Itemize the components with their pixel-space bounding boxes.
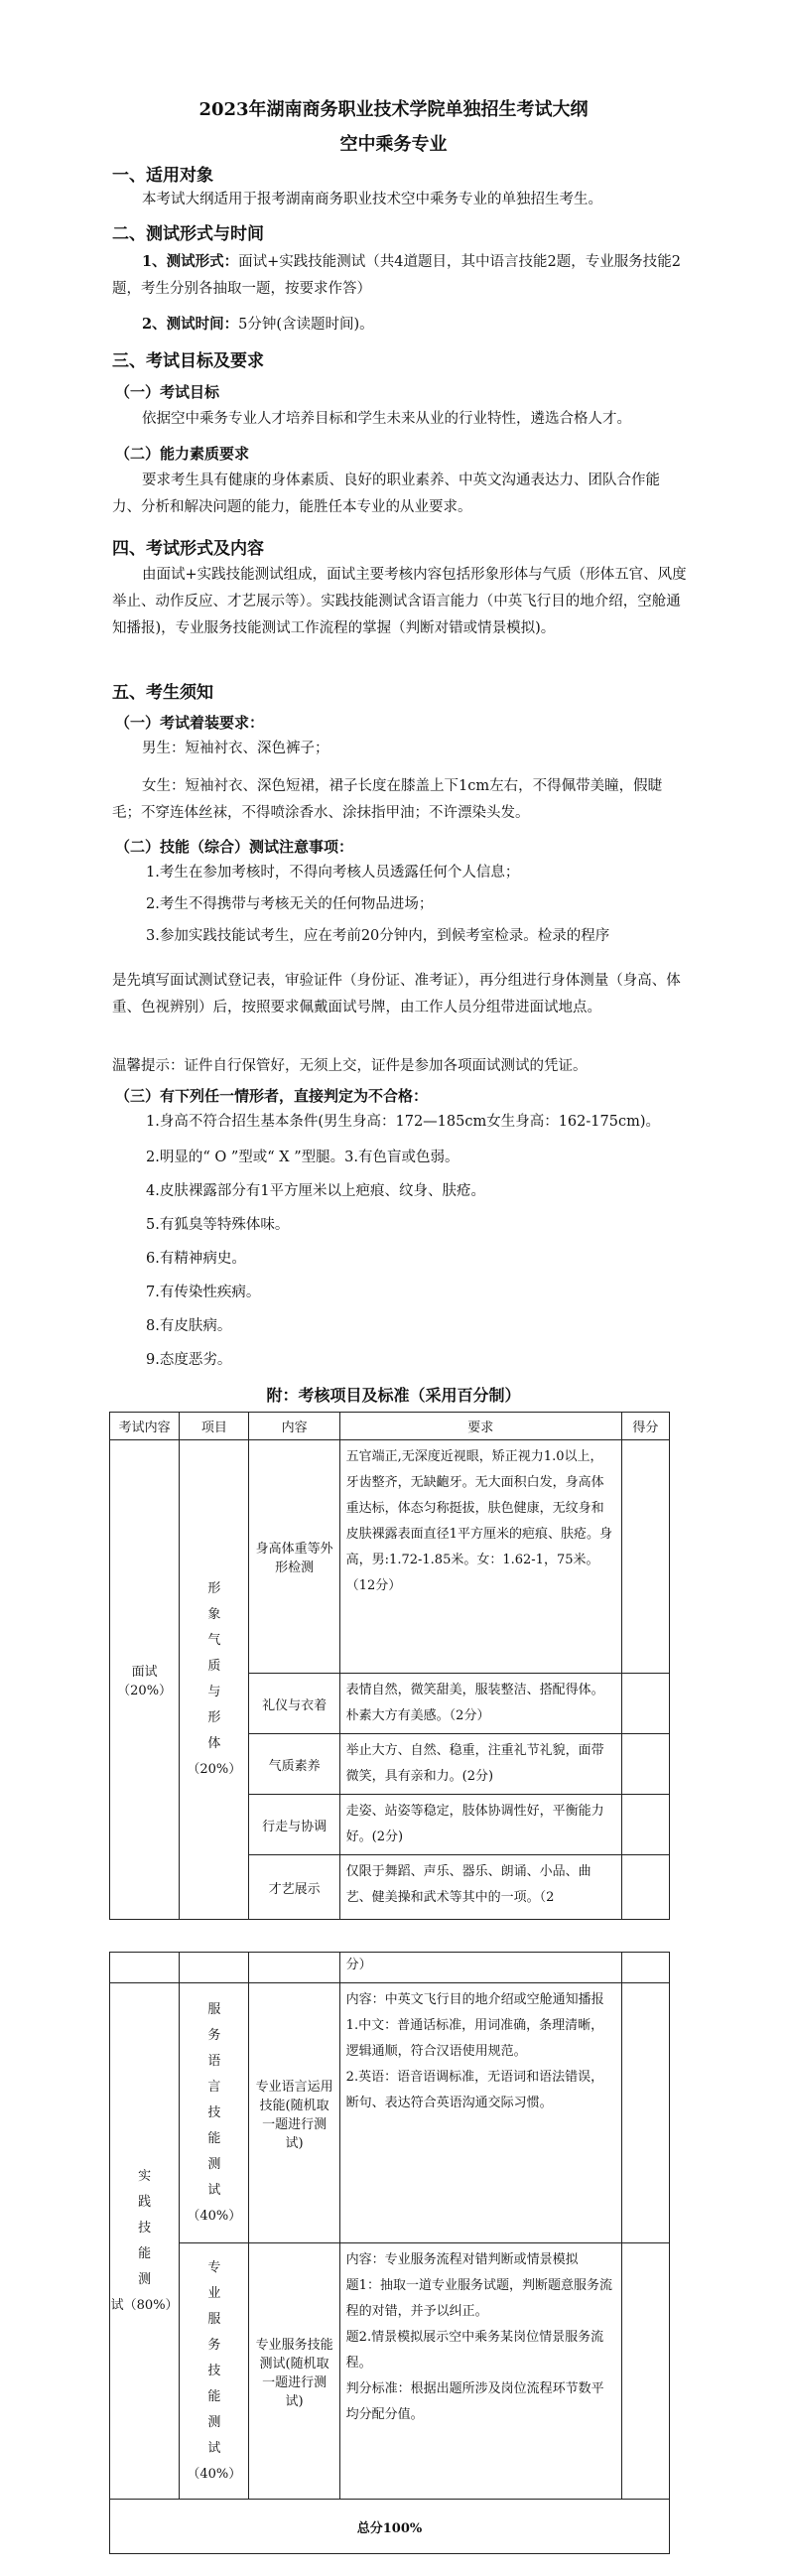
requirement-cell: 内容：中英文飞行目的地介绍或空舱通知播报 1.中文：普通话标准，用词准确，条理清晰，逻辑通顺，符合汉语使用规范。 2.英语：语音语调标准，无语词和语法错误，断句、表达符合英语沟通交际习惯。 [339, 1983, 621, 2243]
score-cell [621, 1855, 669, 1920]
interview-label: 面试（20%） [110, 1440, 180, 1920]
vertical-char: 技 [138, 2220, 152, 2236]
vertical-char: 形 [207, 1710, 221, 1725]
section-1-text: 本考试大纲适用于报考湖南商务职业技术空中乘务专业的单独招生考生。 [142, 192, 602, 207]
vertical-char: 实 [138, 2168, 152, 2184]
test-notes-continued: 是先填写面试测试登记表，审验证件（身份证、准考证），再分组进行身体测量（身高、体重、色视辨别）后，按照要求佩戴面试号牌，由工作人员分组带进面试地点。 [112, 973, 681, 1016]
vertical-char: 专 [207, 2259, 221, 2275]
vertical-char: 语 [207, 2053, 221, 2069]
disqualification-item: 8.有皮肤病。 [146, 1318, 232, 1334]
score-cell [621, 2243, 669, 2500]
disqualification-item: 4.皮肤裸露部分有1平方厘米以上疤痕、纹身、肤疮。 [146, 1183, 486, 1199]
empty-cell [180, 1953, 249, 1983]
section-2-item-2 [112, 311, 688, 339]
vertical-char: 技 [207, 2363, 221, 2378]
empty-cell [249, 1953, 339, 1983]
disqualification-heading: （三）有下列任一情形者，直接判定为不合格： [115, 1087, 429, 1105]
vertical-char: 践 [138, 2194, 152, 2210]
disqualification-item: 9.态度恶劣。 [146, 1352, 232, 1368]
vertical-char: 试 [207, 2440, 221, 2456]
service-skill-item [180, 2243, 249, 2500]
vertical-char: （40%） [187, 2208, 242, 2224]
disqualification-item: 5.有狐臭等特殊体味。 [146, 1217, 290, 1233]
vertical-char: 形 [207, 1581, 221, 1596]
document-title: 2023年湖南商务职业技术学院单独招生考试大纲 [198, 99, 589, 120]
requirement-cell: 五官端正,无深度近视眼，矫正视力1.0以上，牙齿整齐，无缺齙牙。无大面积白发，身高体重达标，体态匀称挺拔，肤色健康，无纹身和皮肤裸露表面直径1平方厘米的疤痕、肤疮。身高，男:1.72-1.85米。女：1.62-1，75米。（12分） [339, 1440, 621, 1674]
image-posture-item [180, 1440, 249, 1920]
dress-code-heading: （一）考试着装要求： [115, 714, 265, 732]
empty-cell [110, 1953, 180, 1983]
score-cell [621, 1674, 669, 1734]
vertical-char: （40%） [187, 2466, 242, 2482]
disqualification-item: 1.身高不符合招生基本条件(男生身高：172—185cm女生身高：162-175cm)。 [146, 1114, 660, 1130]
vertical-char: 服 [207, 2001, 221, 2017]
content-cell: 礼仪与衣着 [249, 1674, 339, 1734]
vertical-char: 测 [207, 2414, 221, 2430]
assessment-table-part-1 [109, 1412, 670, 1920]
section-4-text: 由面试+实践技能测试组成，面试主要考核内容包括形象形体与气质（形体五官、风度举止、动作反应、才艺展示等）。实践技能测试含语言能力（中英飞行目的地介绍，空舱通知播报)，专业服务技能测试工作流程的掌握（判断对错或情景模拟)。 [112, 567, 687, 636]
total-score: 总分100% [110, 2500, 670, 2554]
header-cell: 考试内容 [110, 1413, 180, 1440]
vertical-char: 能 [207, 2388, 221, 2404]
section-4-heading: 四、考试形式及内容 [112, 539, 264, 559]
vertical-char: 试（80%） [110, 2297, 179, 2313]
requirement-cell: 表情自然，微笑甜美，服装整洁、搭配得体。朴素大方有美感。（2分） [339, 1674, 621, 1734]
test-note-item: 2.考生不得携带与考核无关的任何物品进场； [146, 896, 434, 912]
disqualification-item: 2.明显的“ O ”型或“ X ”型腿。3.有色盲或色弱。 [146, 1150, 459, 1165]
requirement-cell: 内容：专业服务流程对错判断或情景模拟 题1：抽取一道专业服务试题，判断题意服务流程的对错，并予以纠正。 题2.情景模拟展示空中乘务某岗位情景服务流程。 判分标准：根据出题所涉及岗位流程环节数平均分配分值。 [339, 2243, 621, 2500]
vertical-char: 服 [207, 2311, 221, 2327]
dress-code-female: 女生：短袖衬衣、深色短裙，裙子长度在膝盖上下1cm左右，不得佩带美瞳，假睫毛；不穿连体丝袜，不得喷涂香水、涂抹指甲油；不许漂染头发。 [112, 778, 663, 821]
vertical-char: 试 [207, 2182, 221, 2198]
content-cell: 专业语言运用技能(随机取一题进行测试) [249, 1983, 339, 2243]
vertical-char: 务 [207, 2337, 221, 2353]
content-cell: 行走与协调 [249, 1795, 339, 1855]
reminder-text: 温馨提示：证件自行保管好，无须上交，证件是参加各项面试测试的凭证。 [112, 1058, 588, 1074]
score-cell [621, 1953, 669, 1983]
vertical-char: 言 [207, 2079, 221, 2095]
section-5-heading: 五、考生须知 [112, 683, 213, 703]
content-cell: 才艺展示 [249, 1855, 339, 1920]
vertical-char: （20%） [187, 1762, 242, 1777]
section-3-sub-2: （二）能力素质要求 [115, 445, 250, 463]
header-cell: 内容 [249, 1413, 339, 1440]
vertical-char: 测 [138, 2271, 152, 2287]
vertical-char: 能 [138, 2245, 152, 2261]
test-time-text: 5分钟(含读题时间)。 [238, 317, 374, 333]
test-form-label: 1、测试形式： [142, 253, 239, 270]
document-subtitle: 空中乘务专业 [339, 134, 448, 155]
score-cell [621, 1440, 669, 1674]
requirement-continued: 分） [339, 1953, 621, 1983]
practice-label [110, 1983, 180, 2500]
test-form-text: 面试+实践技能测试（共4道题目，其中语言技能2题，专业服务技能2题，考生分别各抽取一题，按要求作答） [112, 254, 681, 297]
disqualification-item: 6.有精神病史。 [146, 1251, 246, 1267]
test-note-item: 3.参加实践技能试考生，应在考前20分钟内，到候考室检录。检录的程序 [146, 928, 610, 944]
score-cell [621, 1795, 669, 1855]
vertical-char: 气 [207, 1633, 221, 1648]
requirement-cell: 举止大方、自然、稳重，注重礼节礼貌，面带微笑，具有亲和力。(2分) [339, 1734, 621, 1795]
content-cell: 气质素养 [249, 1734, 339, 1795]
vertical-char: 与 [207, 1685, 221, 1699]
section-3-sub-1-text: 依据空中乘务专业人才培养目标和学生未来从业的行业特性，遴选合格人才。 [142, 411, 631, 427]
vertical-char: 体 [207, 1736, 221, 1751]
section-3-heading: 三、考试目标及要求 [112, 351, 264, 371]
disqualification-item: 7.有传染性疾病。 [146, 1285, 261, 1300]
vertical-char: 技 [207, 2104, 221, 2120]
appendix-title: 附：考核项目及标准（采用百分制） [266, 1386, 521, 1405]
content-cell: 专业服务技能测试(随机取一题进行测试) [249, 2243, 339, 2500]
header-cell: 要求 [339, 1413, 621, 1440]
requirement-cell: 走姿、站姿等稳定，肢体协调性好，平衡能力好。(2分) [339, 1795, 621, 1855]
vertical-char: 测 [207, 2156, 221, 2172]
section-2-heading: 二、测试形式与时间 [112, 224, 264, 244]
score-cell [621, 1983, 669, 2243]
section-3-sub-2-text: 要求考生具有健康的身体素质、良好的职业素养、中英文沟通表达力、团队合作能力、分析和解决问题的能力，能胜任本专业的从业要求。 [112, 473, 660, 515]
language-skill-item [180, 1983, 249, 2243]
vertical-char: 务 [207, 2027, 221, 2043]
test-notes-heading: （二）技能（综合）测试注意事项： [115, 838, 354, 856]
vertical-char: 业 [207, 2285, 221, 2301]
content-cell: 身高体重等外形检测 [249, 1440, 339, 1674]
test-time-label: 2、测试时间： [142, 316, 239, 333]
requirement-cell: 仅限于舞蹈、声乐、器乐、朗诵、小品、曲艺、健美操和武术等其中的一项。（2 [339, 1855, 621, 1920]
dress-code-male: 男生：短袖衬衣、深色裤子； [142, 741, 329, 756]
assessment-table-part-2 [109, 1952, 670, 2554]
header-cell: 得分 [621, 1413, 669, 1440]
vertical-char: 质 [207, 1659, 221, 1674]
section-2-item-1 [112, 248, 688, 303]
header-cell: 项目 [180, 1413, 249, 1440]
vertical-char: 象 [207, 1607, 221, 1622]
score-cell [621, 1734, 669, 1795]
section-1-heading: 一、适用对象 [112, 166, 213, 186]
section-3-sub-1: （一）考试目标 [115, 383, 220, 401]
test-note-item: 1.考生在参加考核时，不得向考核人员透露任何个人信息； [146, 865, 520, 881]
vertical-char: 能 [207, 2130, 221, 2146]
